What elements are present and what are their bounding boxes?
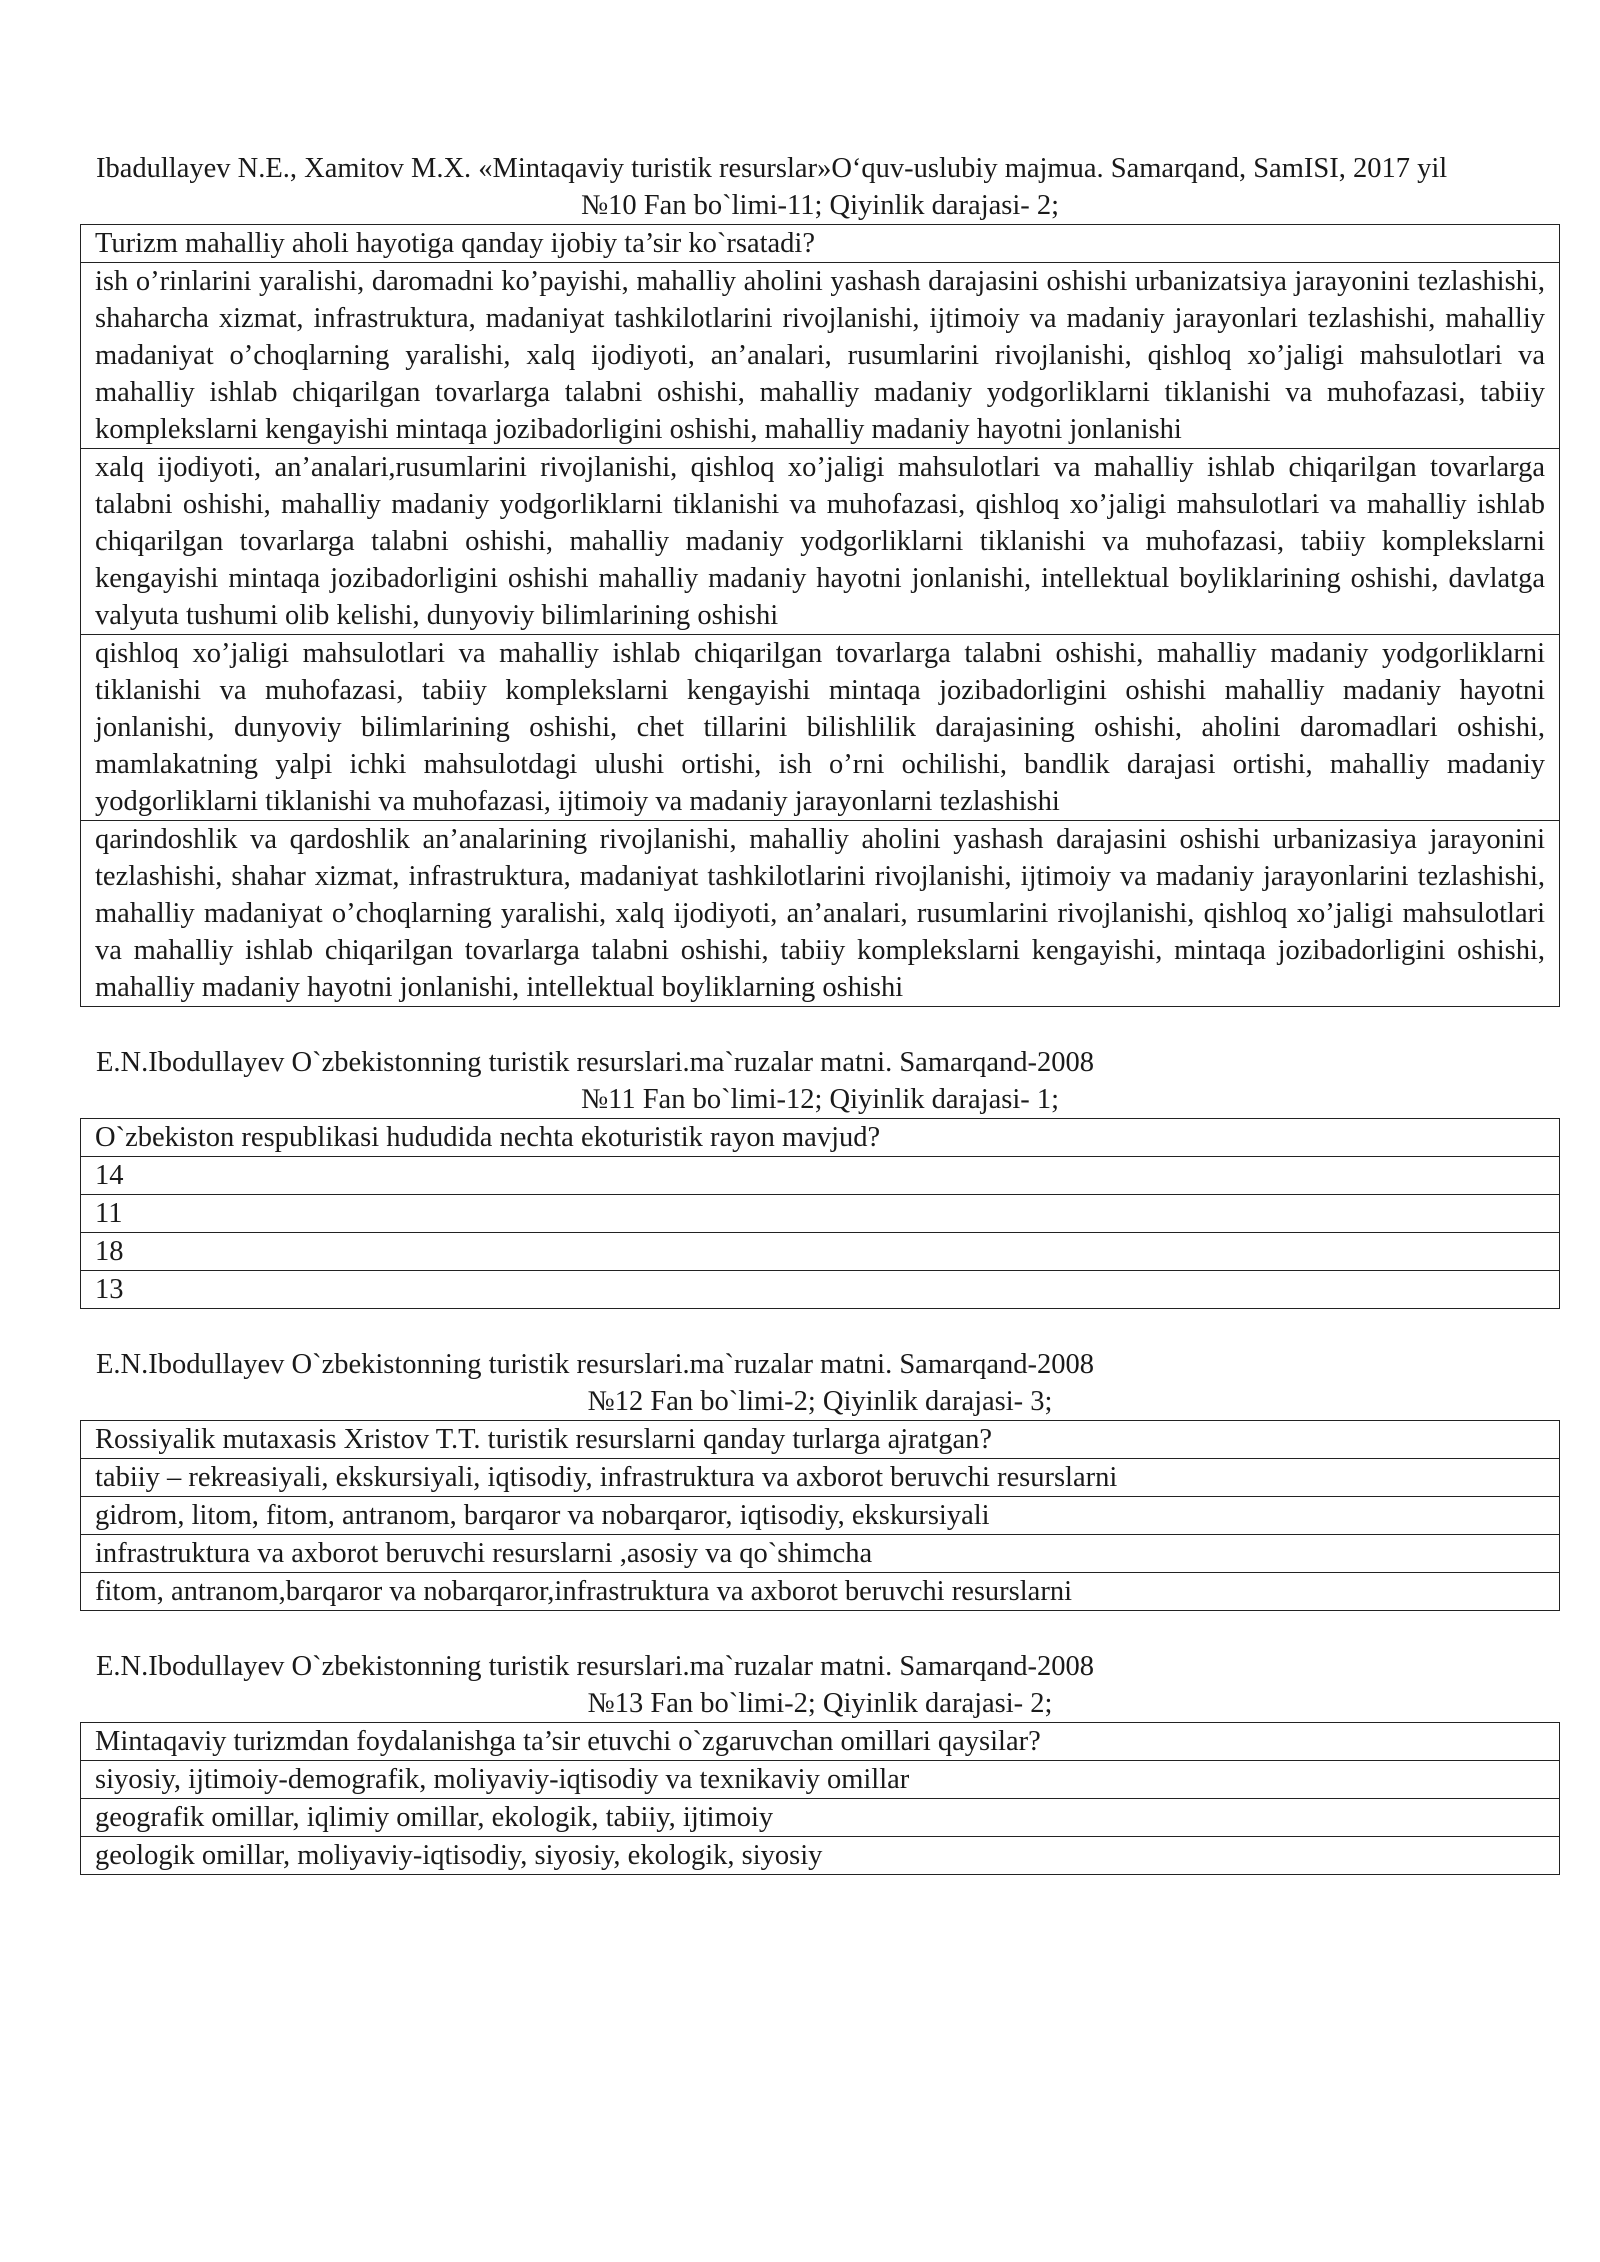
answer-option: xalq ijodiyoti, an’analari,rusumlarini rivojlanishi, qishloq xo’jaligi mahsulotlari va mahalliy ishlab chiqarilgan tovarlarga talabni oshishi, mahalliy madaniy yodgorliklarni tiklanishi va muhofazasi, qishloq xo’jaligi mahsulotlari va mahalliy ishlab chiqarilgan tovarlarga talabni oshishi, mahalliy madaniy yodgorliklarni tiklanishi va muhofazasi, tabiiy komplekslarni kengayishi mintaqa jozibadorligini oshishi mahalliy madaniy hayotni jonlanishi, intellektual boyliklarining oshishi, davlatga valyuta tushumi olib kelishi, dunyoviy bilimlarining oshishi [81, 449, 1560, 635]
question-text: Rossiyalik mutaxasis Xristov T.T. turistik resurslarni qanday turlarga ajratgan? [81, 1421, 1560, 1459]
answer-row [81, 1799, 1560, 1837]
question-header: №13 Fan bo`limi-2; Qiyinlik darajasi- 2; [587, 1688, 1053, 1719]
question-row [81, 1723, 1560, 1761]
answer-option: 13 [81, 1271, 1560, 1309]
answer-row [81, 1233, 1560, 1271]
answer-option: 14 [81, 1157, 1560, 1195]
answer-row [81, 1535, 1560, 1573]
answer-option: ish o’rinlarini yaralishi, daromadni ko’payishi, mahalliy aholini yashash darajasini oshishi urbanizatsiya jarayonini tezlashishi, shaharcha xizmat, infrastruktura, madaniyat tashkilotlarini rivojlanishi, ijtimoiy va madaniy jarayonlari tezlashishi, mahalliy madaniyat o’choqlarning yaralishi, xalq ijodiyoti, an’analari, rusumlarini rivojlanishi, qishloq xo’jaligi mahsulotlari va mahalliy ishlab chiqarilgan tovarlarga talabni oshishi, mahalliy madaniy yodgorliklarni tiklanishi va muhofazasi, tabiiy komplekslarni kengayishi mintaqa jozibadorligini oshishi, mahalliy madaniy hayotni jonlanishi [81, 263, 1560, 449]
answer-option: infrastruktura va axborot beruvchi resurslarni ,asosiy va qo`shimcha [81, 1535, 1560, 1573]
question-text: O`zbekiston respublikasi hududida nechta ekoturistik rayon mavjud? [81, 1119, 1560, 1157]
answer-option: 11 [81, 1195, 1560, 1233]
block-spacer [80, 1309, 1560, 1346]
question-table [80, 224, 1560, 1007]
answer-row [81, 635, 1560, 821]
answer-row [81, 1459, 1560, 1497]
answer-row [81, 1497, 1560, 1535]
question-table [80, 1118, 1560, 1309]
question-row [81, 1119, 1560, 1157]
answer-option: qarindoshlik va qardoshlik an’analarining rivojlanishi, mahalliy aholini yashash darajasini oshishi urbanizasiya jarayonini tezlashishi, shahar xizmat, infrastruktura, madaniyat tashkilotlarini rivojlanishi, ijtimoiy va madaniy jarayonlarini tezlashishi, mahalliy madaniyat o’choqlarning yaralishi, xalq ijodiyoti, an’analari, rusumlarini rivojlanishi, qishloq xo’jaligi mahsulotlari va mahalliy ishlab chiqarilgan tovarlarga talabni oshishi, tabiiy komplekslarni kengayishi, mintaqa jozibadorligini oshishi, mahalliy madaniy hayotni jonlanishi, intellektual boyliklarning oshishi [81, 821, 1560, 1007]
answer-row [81, 1157, 1560, 1195]
answer-option: fitom, antranom,barqaror va nobarqaror,infrastruktura va axborot beruvchi resurslarni [81, 1573, 1560, 1611]
answer-option: 18 [81, 1233, 1560, 1271]
answer-option: siyosiy, ijtimoiy-demografik, moliyaviy-iqtisodiy va texnikaviy omillar [81, 1761, 1560, 1799]
answer-row [81, 263, 1560, 449]
question-text: Turizm mahalliy aholi hayotiga qanday ijobiy ta’sir ko`rsatadi? [81, 225, 1560, 263]
source-reference: Ibadullayev N.E., Xamitov M.X. «Mintaqaviy turistik resurslar»O‘quv-uslubiy majmua. Samarqand, SamISI, 2017 yil [96, 153, 1448, 184]
source-reference: E.N.Ibodullayev O`zbekistonning turistik resurslari.ma`ruzalar matni. Samarqand-2008 [96, 1047, 1095, 1078]
answer-row [81, 1573, 1560, 1611]
answer-option: geografik omillar, iqlimiy omillar, ekologik, tabiiy, ijtimoiy [81, 1799, 1560, 1837]
answer-option: geologik omillar, moliyaviy-iqtisodiy, siyosiy, ekologik, siyosiy [81, 1837, 1560, 1875]
question-header: №11 Fan bo`limi-12; Qiyinlik darajasi- 1; [580, 1084, 1060, 1115]
answer-row [81, 449, 1560, 635]
question-header: №10 Fan bo`limi-11; Qiyinlik darajasi- 2; [580, 190, 1060, 221]
answer-row [81, 1761, 1560, 1799]
answer-row [81, 1195, 1560, 1233]
answer-option: gidrom, litom, fitom, antranom, barqaror va nobarqaror, iqtisodiy, ekskursiyali [81, 1497, 1560, 1535]
question-row [81, 225, 1560, 263]
answer-row [81, 821, 1560, 1007]
question-text: Mintaqaviy turizmdan foydalanishga ta’sir etuvchi o`zgaruvchan omillari qaysilar? [81, 1723, 1560, 1761]
answer-option: tabiiy – rekreasiyali, ekskursiyali, iqtisodiy, infrastruktura va axborot beruvchi resurslarni [81, 1459, 1560, 1497]
answer-row [81, 1271, 1560, 1309]
block-spacer [80, 1611, 1560, 1648]
document-page [80, 150, 1560, 1875]
question-row [81, 1421, 1560, 1459]
question-table [80, 1420, 1560, 1611]
question-header: №12 Fan bo`limi-2; Qiyinlik darajasi- 3; [587, 1386, 1053, 1417]
source-reference: E.N.Ibodullayev O`zbekistonning turistik resurslari.ma`ruzalar matni. Samarqand-2008 [96, 1651, 1095, 1682]
source-reference: E.N.Ibodullayev O`zbekistonning turistik resurslari.ma`ruzalar matni. Samarqand-2008 [96, 1349, 1095, 1380]
answer-option: qishloq xo’jaligi mahsulotlari va mahalliy ishlab chiqarilgan tovarlarga talabni oshishi, mahalliy madaniy yodgorliklarni tiklanishi va muhofazasi, tabiiy komplekslarni kengayishi mintaqa jozibadorligini oshishi mahalliy madaniy hayotni jonlanishi, dunyoviy bilimlarining oshishi, chet tillarini bilishlilik darajasining oshishi, aholini daromadlari oshishi, mamlakatning yalpi ichki mahsulotdagi ulushi ortishi, ish o’rni ochilishi, bandlik darajasi ortishi, mahalliy madaniy yodgorliklarni tiklanishi va muhofazasi, ijtimoiy va madaniy jarayonlarni tezlashishi [81, 635, 1560, 821]
question-table [80, 1722, 1560, 1875]
block-spacer [80, 1007, 1560, 1044]
answer-row [81, 1837, 1560, 1875]
